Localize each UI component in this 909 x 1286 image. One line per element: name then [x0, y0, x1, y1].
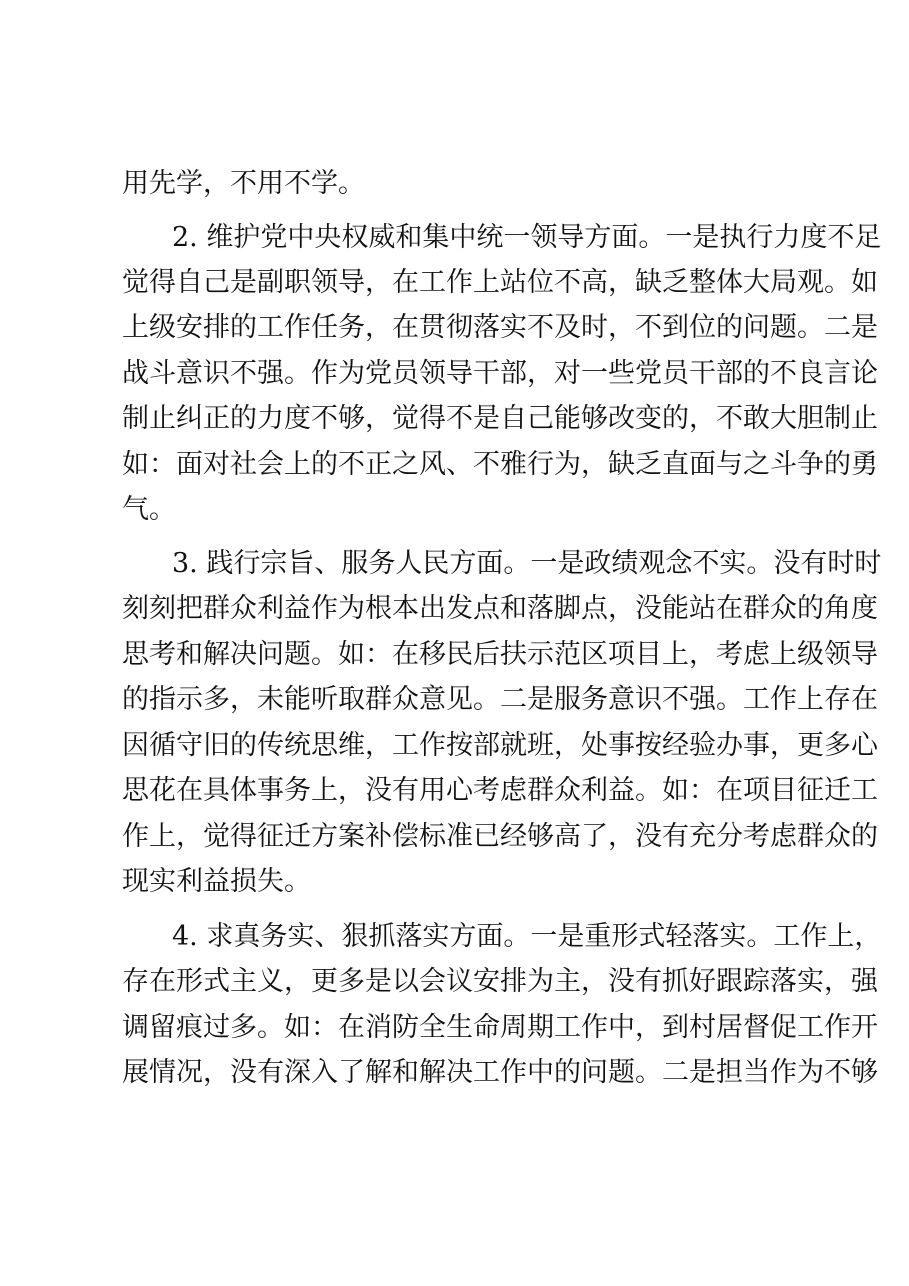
text-line: 存在形式主义，更多是以会议安排为主，没有抓好跟踪落实，强 — [122, 966, 878, 997]
text-line: 思花在具体事务上，没有用心考虑群众利益。如：在项目征迁工 — [122, 775, 878, 806]
text-line: 调留痕过多。如：在消防全生命周期工作中，到村居督促工作开 — [122, 1012, 878, 1043]
text-line: 觉得自己是副职领导，在工作上站位不高，缺乏整体大局观。如 — [122, 267, 878, 298]
text-line: 的指示多，未能听取群众意见。二是服务意识不强。工作上存在 — [122, 684, 878, 715]
text-line: 现实利益损失。 — [122, 866, 311, 897]
text-line: 上级安排的工作任务，在贯彻落实不及时，不到位的问题。二是 — [122, 312, 878, 343]
paragraph-4-heading-line: 4. 求真务实、狠抓落实方面。一是重形式轻落实。工作上， — [172, 921, 882, 952]
paragraph-3-heading-line: 3. 践行宗旨、服务人民方面。一是政绩观念不实。没有时时 — [172, 548, 882, 579]
text-line: 展情况，没有深入了解和解决工作中的问题。二是担当作为不够 — [122, 1057, 878, 1088]
text-line: 气。 — [122, 494, 176, 525]
text-line: 思考和解决问题。如：在移民后扶示范区项目上，考虑上级领导 — [122, 639, 878, 670]
text-line: 用先学，不用不学。 — [122, 168, 365, 199]
text-line: 如：面对社会上的不正之风、不雅行为，缺乏直面与之斗争的勇 — [122, 449, 878, 480]
text-line: 因循守旧的传统思维，工作按部就班，处事按经验办事，更多心 — [122, 730, 878, 761]
text-line: 刻刻把群众利益作为根本出发点和落脚点，没能站在群众的角度 — [122, 593, 878, 624]
text-line: 制止纠正的力度不够，觉得不是自己能够改变的，不敢大胆制止 — [122, 403, 878, 434]
text-line: 战斗意识不强。作为党员领导干部，对一些党员干部的不良言论 — [122, 358, 878, 389]
text-line: 作上，觉得征迁方案补偿标准已经够高了，没有充分考虑群众的 — [122, 821, 878, 852]
paragraph-2-heading-line: 2. 维护党中央权威和集中统一领导方面。一是执行力度不足 — [172, 222, 882, 253]
